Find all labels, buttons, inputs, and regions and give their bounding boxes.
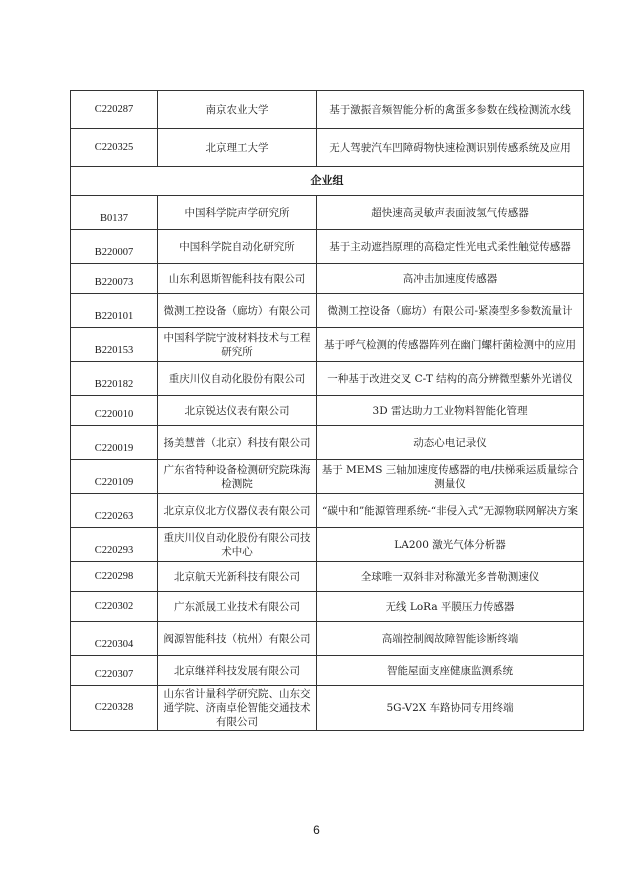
row-project: 智能屋面支座健康监测系统 xyxy=(317,656,584,686)
row-code: B0137 xyxy=(71,196,158,230)
row-code: B220073 xyxy=(71,264,158,294)
row-org: 北京航天光新科技有限公司 xyxy=(158,562,317,592)
row-org: 阀源智能科技（杭州）有限公司 xyxy=(158,622,317,656)
row-code: B220007 xyxy=(71,230,158,264)
row-org: 中国科学院声学研究所 xyxy=(158,196,317,230)
row-project: 基于呼气检测的传感器阵列在幽门螺杆菌检测中的应用 xyxy=(317,328,584,362)
table-row xyxy=(71,129,584,167)
row-project: 基于激振音频智能分析的禽蛋多参数在线检测流水线 xyxy=(317,91,584,129)
row-code: C220328 xyxy=(71,686,158,731)
row-org: 北京继祥科技发展有限公司 xyxy=(158,656,317,686)
row-org: 重庆川仪自动化股份有限公司技术中心 xyxy=(158,528,317,562)
award-table xyxy=(70,90,584,731)
row-code: C220298 xyxy=(71,562,158,592)
row-project: 超快速高灵敏声表面波氢气传感器 xyxy=(317,196,584,230)
row-code: B220153 xyxy=(71,328,158,362)
row-code: B220182 xyxy=(71,362,158,396)
row-project: 微测工控设备（廊坊）有限公司-紧凑型多参数流量计 xyxy=(317,294,584,328)
row-org: 北京京仪北方仪器仪表有限公司 xyxy=(158,494,317,528)
table-row xyxy=(71,460,584,494)
row-org: 南京农业大学 xyxy=(158,91,317,129)
row-project: 动态心电记录仪 xyxy=(317,426,584,460)
table-row xyxy=(71,328,584,362)
row-project: 无线 LoRa 平膜压力传感器 xyxy=(317,592,584,622)
row-code: C220287 xyxy=(71,91,158,129)
row-org: 山东利恩斯智能科技有限公司 xyxy=(158,264,317,294)
row-project: 基于主动遮挡原理的高稳定性光电式柔性触觉传感器 xyxy=(317,230,584,264)
row-code: C220010 xyxy=(71,396,158,426)
table-row xyxy=(71,396,584,426)
table-row xyxy=(71,622,584,656)
row-org: 中国科学院自动化研究所 xyxy=(158,230,317,264)
table-row xyxy=(71,592,584,622)
row-project: 基于 MEMS 三轴加速度传感器的电/扶梯乘运质量综合测量仪 xyxy=(317,460,584,494)
table-row xyxy=(71,91,584,129)
table-row xyxy=(71,562,584,592)
table-row xyxy=(71,264,584,294)
row-code: B220101 xyxy=(71,294,158,328)
row-code: C220109 xyxy=(71,460,158,494)
section-title: 企业组 xyxy=(71,167,584,196)
table-row xyxy=(71,426,584,460)
row-org: 扬美慧普（北京）科技有限公司 xyxy=(158,426,317,460)
row-code: C220019 xyxy=(71,426,158,460)
table-row xyxy=(71,494,584,528)
table-row xyxy=(71,230,584,264)
row-project: 高端控制阀故障智能诊断终端 xyxy=(317,622,584,656)
section-header-row xyxy=(71,167,584,196)
row-code: C220293 xyxy=(71,528,158,562)
table-row xyxy=(71,196,584,230)
row-org: 重庆川仪自动化股份有限公司 xyxy=(158,362,317,396)
row-project: 全球唯一双斜非对称激光多普勒测速仪 xyxy=(317,562,584,592)
table-row xyxy=(71,656,584,686)
row-code: C220302 xyxy=(71,592,158,622)
row-project: “碳中和”能源管理系统-“非侵入式”无源物联网解决方案 xyxy=(317,494,584,528)
row-org: 微测工控设备（廊坊）有限公司 xyxy=(158,294,317,328)
table-row xyxy=(71,294,584,328)
page-number: 6 xyxy=(313,823,320,837)
row-code: C220263 xyxy=(71,494,158,528)
row-project: LA200 激光气体分析器 xyxy=(317,528,584,562)
row-code: C220325 xyxy=(71,129,158,167)
row-org: 中国科学院宁波材料技术与工程研究所 xyxy=(158,328,317,362)
row-org: 山东省计量科学研究院、山东交通学院、济南卓伦智能交通技术有限公司 xyxy=(158,686,317,731)
document-page xyxy=(70,90,579,731)
table-row xyxy=(71,362,584,396)
row-org: 北京理工大学 xyxy=(158,129,317,167)
row-project: 高冲击加速度传感器 xyxy=(317,264,584,294)
row-code: C220307 xyxy=(71,656,158,686)
row-org: 北京锐达仪表有限公司 xyxy=(158,396,317,426)
row-project: 一种基于改进交叉 C-T 结构的高分辨微型紫外光谱仪 xyxy=(317,362,584,396)
row-project: 3D 雷达助力工业物料智能化管理 xyxy=(317,396,584,426)
row-org: 广东派晟工业技术有限公司 xyxy=(158,592,317,622)
row-project: 5G-V2X 车路协同专用终端 xyxy=(317,686,584,731)
row-code: C220304 xyxy=(71,622,158,656)
table-row xyxy=(71,528,584,562)
table-row xyxy=(71,686,584,731)
row-project: 无人驾驶汽车凹障碍物快速检测识别传感系统及应用 xyxy=(317,129,584,167)
row-org: 广东省特种设备检测研究院珠海检测院 xyxy=(158,460,317,494)
